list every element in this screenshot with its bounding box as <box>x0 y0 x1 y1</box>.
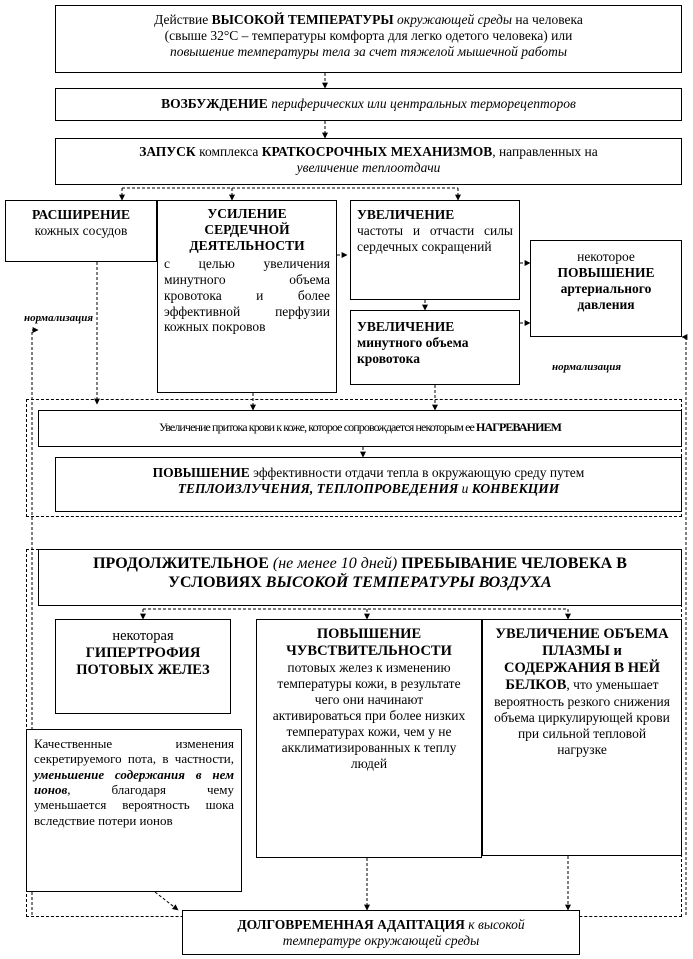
node-sweat-gland-sensitivity: ПОВЫШЕНИЕ ЧУВСТВИТЕЛЬНОСТИ потовых желез к изменению температуры кожи, в результате чего они начинают активироваться при более низких температурах кожи, чем у не акклиматизированных к теплу людей <box>256 619 482 858</box>
node-long-term-adaptation: ДОЛГОВРЕМЕННАЯ АДАПТАЦИЯ к высокой температуре окружающей среды <box>182 910 580 955</box>
node-heat-transfer-efficiency: ПОВЫШЕНИЕ эффективности отдачи тепла в окружающую среду путем ТЕПЛОИЗЛУЧЕНИЯ, ТЕПЛОПРОВЕДЕНИЯ и КОНВЕКЦИИ <box>55 457 682 512</box>
normalization-label-right: нормализация <box>552 361 622 373</box>
normalization-label-left: нормализация <box>24 312 94 324</box>
node-prolonged-heat-exposure: ПРОДОЛЖИТЕЛЬНОЕ (не менее 10 дней) ПРЕБЫВАНИЕ ЧЕЛОВЕКА В УСЛОВИЯХ ВЫСОКОЙ ТЕМПЕРАТУРЫ ВОЗДУХА <box>38 549 682 606</box>
arrow-b15-b16 <box>155 892 178 910</box>
node-high-temperature: Действие ВЫСОКОЙ ТЕМПЕРАТУРЫ окружающей среды на человека (свыше 32°C – температуры комфорта для легко одетого человека) или повышение температуры тела за счет тяжелой мышечной работы <box>55 5 682 73</box>
node-heart-rate-increase: УВЕЛИЧЕНИЕ частоты и отчасти силы сердечных сокращений <box>350 200 520 300</box>
node-thermoreceptor-excitation: ВОЗБУЖДЕНИЕ периферических или центральных терморецепторов <box>55 88 682 121</box>
node-cardiac-activity: УСИЛЕНИЕ СЕРДЕЧНОЙ ДЕЯТЕЛЬНОСТИ с целью увеличения минутного объема кровотока и более эффективной перфузии кожных покровов <box>157 200 337 393</box>
node-vasodilation: РАСШИРЕНИЕ кожных сосудов <box>5 200 157 262</box>
node-short-term-mechanisms: ЗАПУСК комплекса КРАТКОСРОЧНЫХ МЕХАНИЗМОВ, направленных на увеличение теплоотдачи <box>55 138 682 185</box>
node-blood-pressure-rise: некоторое ПОВЫШЕНИЕ артериального давления <box>530 240 682 337</box>
node-sweat-composition-change: Качественные изменения секретируемого пота, в частности, уменьшение содержания в нем ионов, благодаря чему уменьшается вероятность шока вследствие потери ионов <box>26 729 242 892</box>
normalization-loop-right <box>682 337 686 915</box>
node-plasma-volume-increase: УВЕЛИЧЕНИЕ ОБЪЕМА ПЛАЗМЫ и СОДЕРЖАНИЯ В НЕЙ БЕЛКОВ, что уменьшает вероятность резкого снижения объема циркулирующей крови при сильной тепловой нагрузке <box>482 619 682 856</box>
node-skin-blood-flow-heating: Увеличение притока крови к коже, которое сопровождается некоторым ее НАГРЕВАНИЕМ <box>38 410 682 447</box>
node-cardiac-output-increase: УВЕЛИЧЕНИЕ минутного объема кровотока <box>350 310 520 385</box>
node-sweat-gland-hypertrophy: некоторая ГИПЕРТРОФИЯ ПОТОВЫХ ЖЕЛЕЗ <box>55 619 231 714</box>
